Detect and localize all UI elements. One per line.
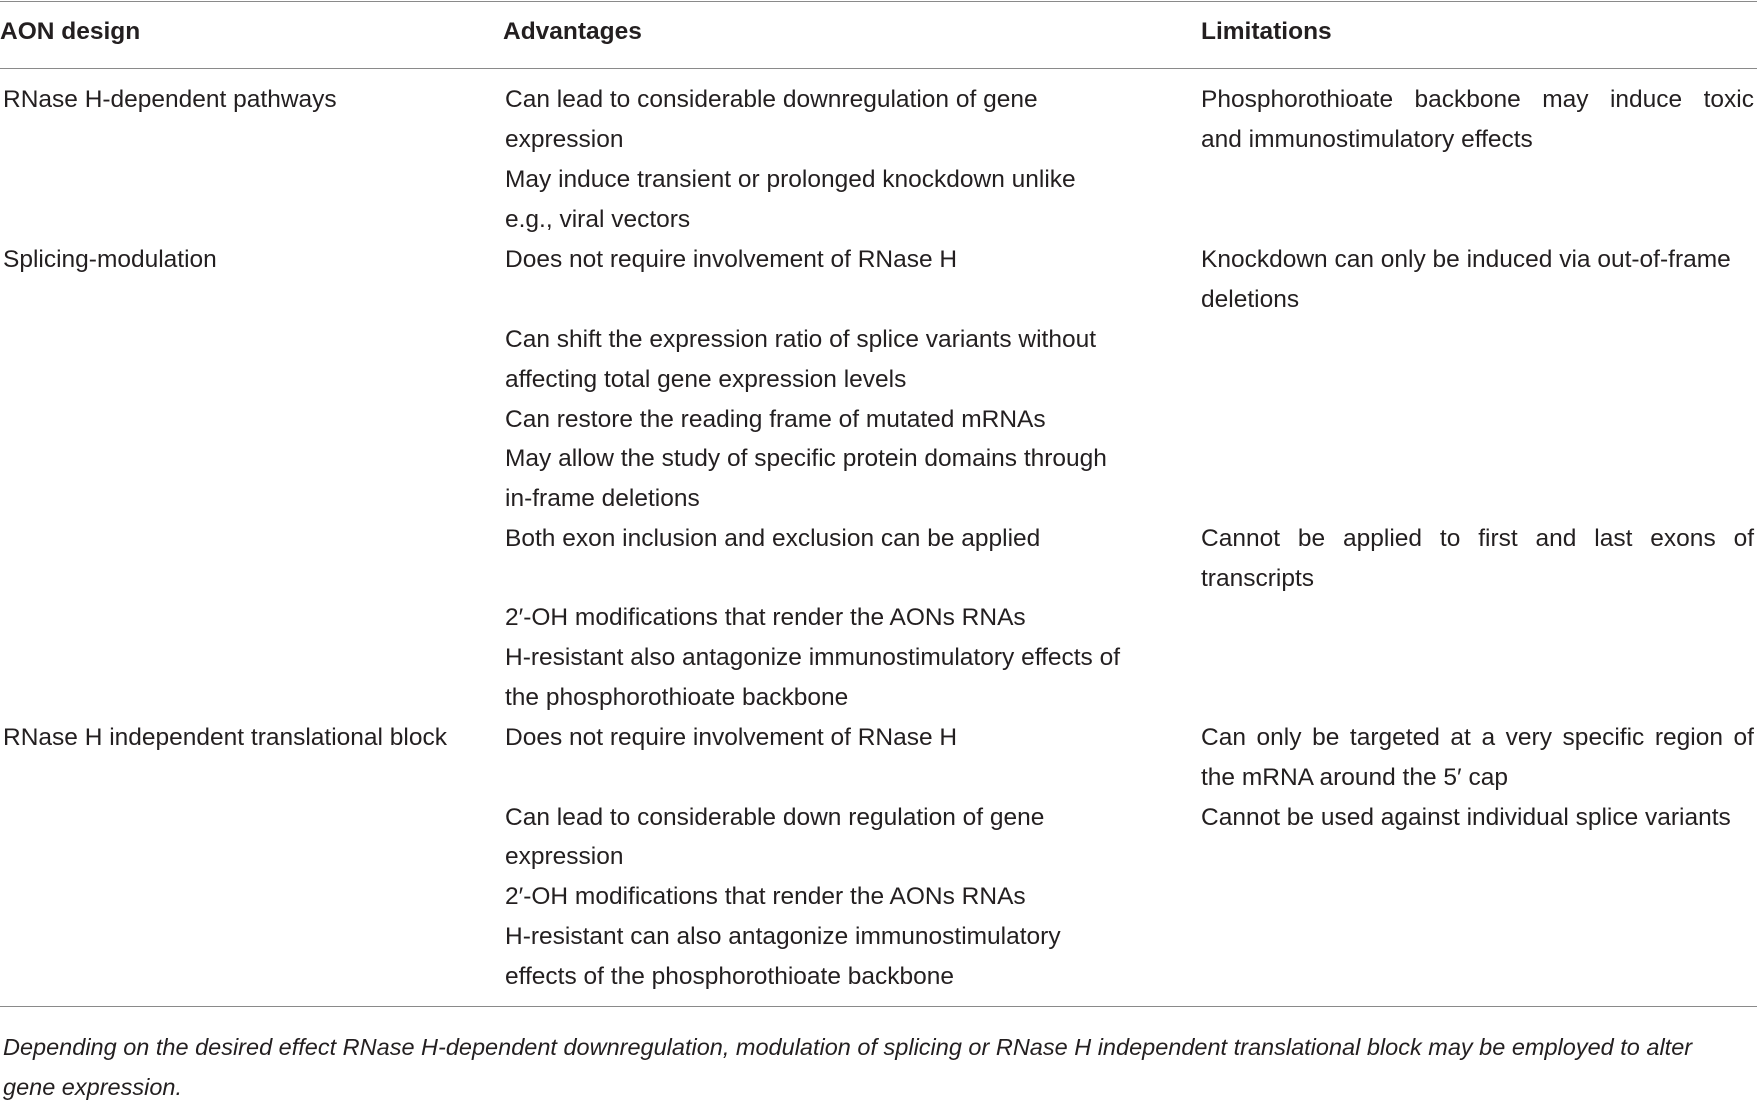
advantage-line: May induce transient or prolonged knockdown unlike — [505, 166, 1076, 193]
header-aon-design: AON design — [0, 18, 141, 45]
advantage-line: Can restore the reading frame of mutated mRNAs — [505, 406, 1046, 433]
footnote-line-2: gene expression. — [3, 1074, 182, 1100]
advantage-line: expression — [505, 843, 624, 870]
limitation-line: Can only be targeted at a very specific region of — [1201, 724, 1754, 751]
advantage-line: Does not require involvement of RNase H — [505, 724, 958, 751]
advantage-line: Can lead to considerable down regulation of gene — [505, 804, 1045, 831]
advantage-line: Can lead to considerable downregulation of gene — [505, 86, 1038, 113]
advantage-line: Can shift the expression ratio of splice variants without — [505, 326, 1097, 353]
advantage-line: May allow the study of specific protein domains through — [505, 445, 1107, 472]
row-design-splicing-modulation: Splicing-modulation — [3, 246, 217, 273]
limitation-line: the mRNA around the 5′ cap — [1201, 764, 1508, 791]
limitation-line: Phosphorothioate backbone may induce toxic — [1201, 86, 1754, 113]
advantage-line: in-frame deletions — [505, 485, 700, 512]
bottom-rule — [0, 1006, 1757, 1007]
table-footnote — [3, 1027, 1753, 1107]
limitation-line: Cannot be used against individual splice variants — [1201, 804, 1731, 831]
top-rule — [0, 1, 1757, 2]
header-rule — [0, 68, 1757, 69]
advantage-line: expression — [505, 126, 624, 153]
limitation-line: and immunostimulatory effects — [1201, 126, 1533, 153]
footnote-line-1: Depending on the desired effect RNase H-dependent downregulation, modulation of splicing or RNase H independent translational block may be employed to alter — [3, 1034, 1693, 1060]
advantage-line: Both exon inclusion and exclusion can be applied — [505, 525, 1041, 552]
limitation-line: Cannot be applied to first and last exons of — [1201, 525, 1754, 552]
advantage-line: 2′-OH modifications that render the AONs RNAs — [505, 604, 1026, 631]
advantage-line: Does not require involvement of RNase H — [505, 246, 958, 273]
limitation-line: Knockdown can only be induced via out-of-frame — [1201, 246, 1731, 273]
limitation-line: transcripts — [1201, 565, 1315, 592]
advantage-line: effects of the phosphorothioate backbone — [505, 963, 955, 990]
advantage-line: H-resistant also antagonize immunostimulatory effects of — [505, 644, 1121, 671]
limitation-line: deletions — [1201, 286, 1300, 313]
row-design-rnase-h-independent: RNase H independent translational block — [3, 724, 447, 751]
row-design-rnase-h-dependent: RNase H-dependent pathways — [3, 86, 337, 113]
header-limitations: Limitations — [1201, 18, 1332, 45]
header-advantages: Advantages — [503, 18, 642, 45]
advantage-line: the phosphorothioate backbone — [505, 684, 849, 711]
advantage-line: H-resistant can also antagonize immunostimulatory — [505, 923, 1061, 950]
advantage-line: e.g., viral vectors — [505, 206, 691, 233]
advantage-line: 2′-OH modifications that render the AONs RNAs — [505, 883, 1026, 910]
advantage-line: affecting total gene expression levels — [505, 366, 907, 393]
